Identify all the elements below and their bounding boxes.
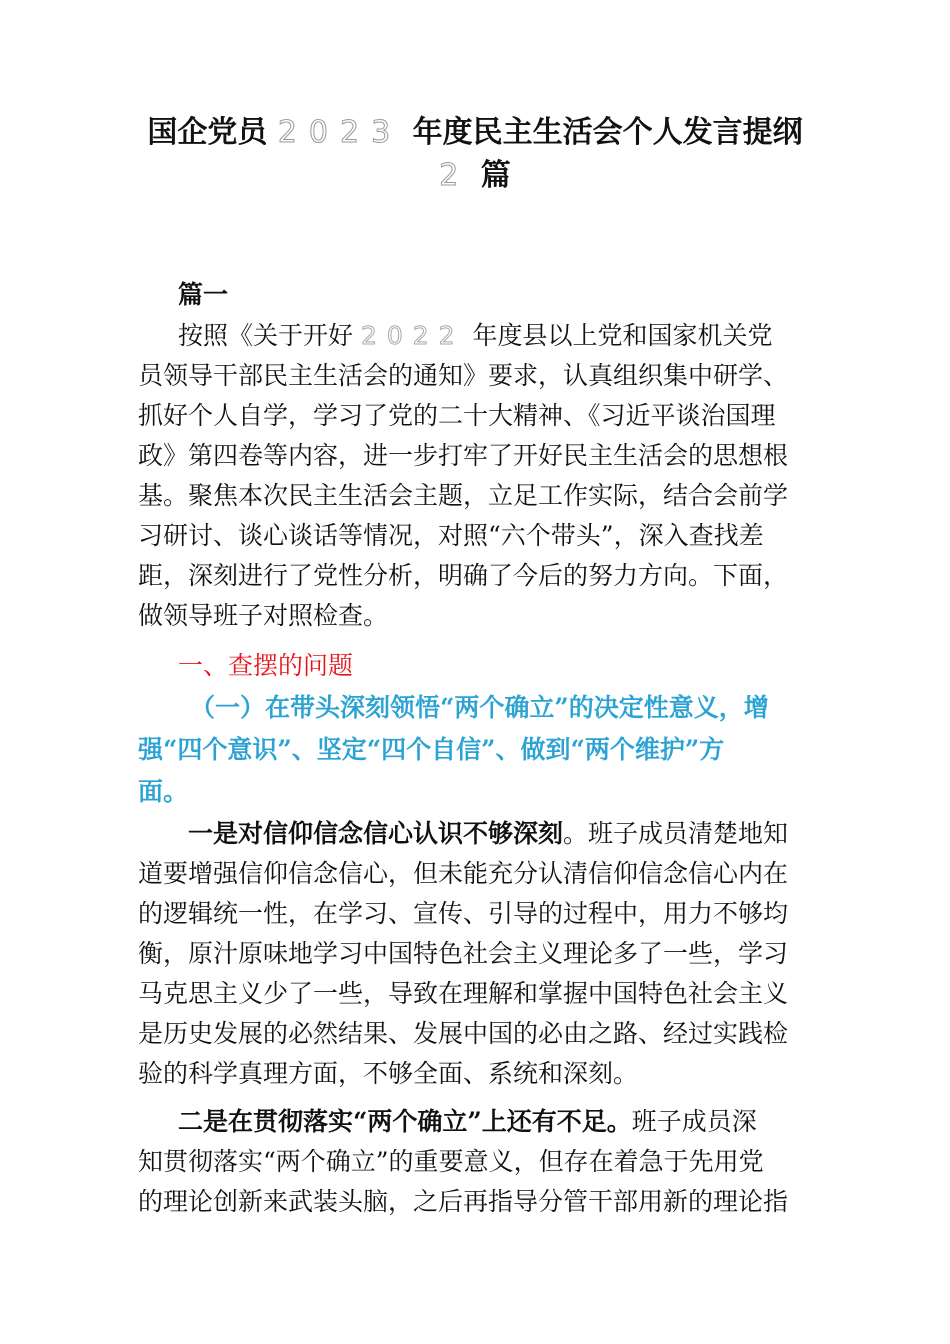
para1-line: 做领导班子对照检查。	[138, 601, 389, 630]
para1-year: 2022	[360, 321, 465, 350]
point1-line-1	[188, 816, 818, 852]
document-title-line-2	[0, 150, 950, 194]
point1-line: 是历史发展的必然结果、发展中国的必由之路、经过实践检	[138, 1019, 789, 1048]
heading-problems: 一、查摆的问题	[178, 651, 354, 680]
point1-line: 验的科学真理方面，不够全面、系统和深刻。	[138, 1059, 639, 1088]
point1-line: 衡，原汁原味地学习中国特色社会主义理论多了一些，学习	[138, 939, 789, 968]
document-title-line-1	[0, 107, 950, 151]
para1-line: 员领导干部民主生活会的通知》要求，认真组织集中研学、	[138, 361, 789, 390]
para1-text-start: 按照《关于开好	[178, 321, 354, 350]
subheading-line-2: 强“四个意识”、坚定“四个自信”、做到“两个维护”方	[138, 735, 725, 764]
para1-line: 政》第四卷等内容，进一步打牢了开好民主生活会的思想根	[138, 441, 789, 470]
point2-rest: 班子成员深	[631, 1107, 757, 1136]
subheading-line-1: （一）在带头深刻领悟“两个确立”的决定性意义，增	[190, 693, 769, 722]
subheading-line-3: 面。	[138, 777, 189, 806]
para1-line: 距，深刻进行了党性分析，明确了今后的努力方向。下面，	[138, 561, 789, 590]
para1-line-1	[178, 318, 818, 354]
point1-lead: 一是对信仰信念信心认识不够深刻	[188, 819, 564, 848]
para1-line: 习研讨、谈心谈话等情况，对照“六个带头”，深入查找差	[138, 521, 764, 550]
point1-line: 的逻辑统一性，在学习、宣传、引导的过程中，用力不够均	[138, 899, 789, 928]
section-label: 篇一	[178, 280, 229, 309]
para1-line: 基。聚焦本次民主生活会主题，立足工作实际，结合会前学	[138, 481, 789, 510]
point1-rest: 。班子成员清楚地知	[563, 819, 789, 848]
para1-text-end: 年度县以上党和国家机关党	[472, 321, 773, 350]
title-suffix: 年度民主生活会个人发言提纲	[412, 115, 803, 150]
title-prefix: 国企党员	[147, 115, 268, 150]
point2-line: 知贯彻落实“两个确立”的重要意义，但存在着急于先用党	[138, 1147, 764, 1176]
title-count: 2	[439, 158, 471, 193]
point2-line-1	[178, 1104, 818, 1140]
para1-line: 抓好个人自学，学习了党的二十大精神、《习近平谈治国理	[138, 401, 776, 430]
point1-line: 道要增强信仰信念信心，但未能充分认清信仰信念信心内在	[138, 859, 789, 888]
title-year: 2023	[277, 115, 403, 150]
point2-lead: 二是在贯彻落实“两个确立”上还有不足。	[178, 1107, 632, 1136]
point2-line: 的理论创新来武装头脑，之后再指导分管干部用新的理论指	[138, 1187, 789, 1216]
point1-line: 马克思主义少了一些，导致在理解和掌握中国特色社会主义	[138, 979, 789, 1008]
title-count-suffix: 篇	[480, 158, 511, 193]
